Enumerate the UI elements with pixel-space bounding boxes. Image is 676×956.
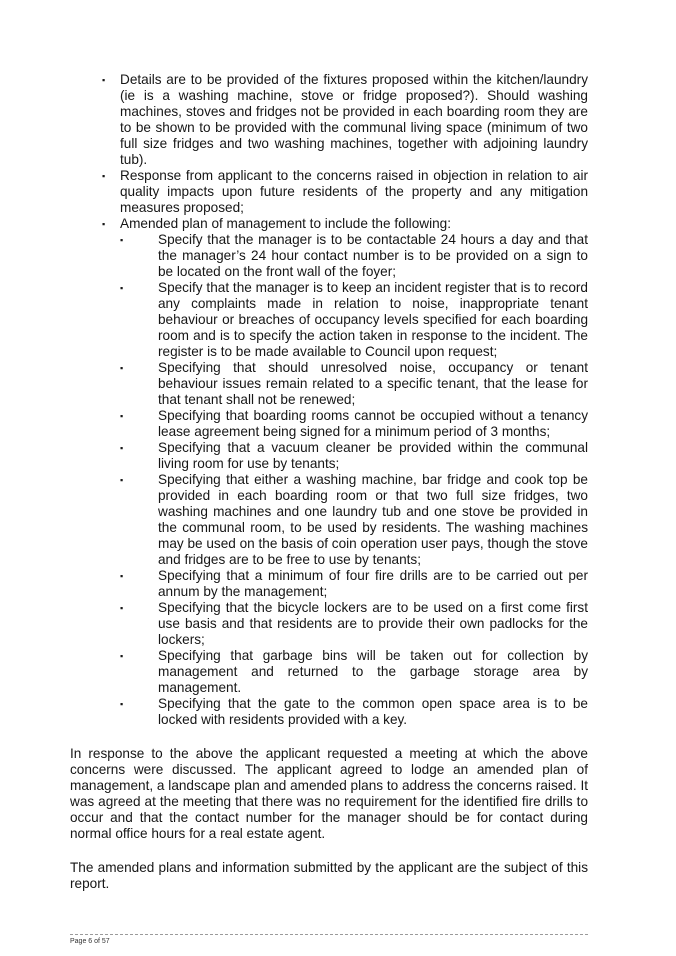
- footer-divider: [70, 934, 588, 935]
- list-item-text: Response from applicant to the concerns raised in objection in relation to air quality impacts upon future residents of the property and any mitigation measures proposed;: [120, 168, 588, 215]
- list-item: [70, 72, 588, 168]
- sub-list-item-text: Specify that the manager is to be contactable 24 hours a day and that the manager’s 24 hour contact number is to be provided on a sign to be located on the front wall of the foyer;: [158, 232, 588, 279]
- sub-list-item: [120, 568, 588, 600]
- bullet-marker: ▪: [120, 603, 124, 613]
- bullet-list: [70, 72, 588, 728]
- bullet-marker: ▪: [120, 699, 124, 709]
- sub-list-item: [120, 408, 588, 440]
- list-item: [70, 216, 588, 728]
- sub-list-item-text: Specifying that boarding rooms cannot be occupied without a tenancy lease agreement being signed for a minimum period of 3 months;: [158, 408, 588, 439]
- bullet-marker: ▪: [120, 443, 124, 453]
- sub-list-item: [120, 280, 588, 360]
- page-content: [70, 72, 588, 892]
- sub-list-item-text: Specifying that a minimum of four fire drills are to be carried out per annum by the management;: [158, 568, 588, 599]
- body-paragraph: The amended plans and information submitted by the applicant are the subject of this report.: [70, 860, 588, 891]
- bullet-marker: ▪: [120, 411, 124, 421]
- sub-list-item: [120, 472, 588, 568]
- sub-list-item: [120, 232, 588, 280]
- sub-list-item-text: Specify that the manager is to keep an incident register that is to record any complaints made in relation to noise, inappropriate tenant behaviour or breaches of occupancy levels specified for each boarding room and is to specify the action taken in response to the incident. The register is to be made available to Council upon request;: [158, 280, 588, 359]
- sub-list-item-text: Specifying that either a washing machine, bar fridge and cook top be provided in each boarding room or that two full size fridges, two washing machines and one laundry tub and one stove be provided in the communal room, to be used by residents. The washing machines may be used on the basis of coin operation user pays, though the stove and fridges are to be free to use by tenants;: [158, 472, 588, 567]
- sub-bullet-list: [120, 232, 588, 728]
- list-item-text: Details are to be provided of the fixtures proposed within the kitchen/laundry (ie is a washing machine, stove or fridge proposed?). Should washing machines, stoves and fridges not be provided in each boarding room they are to be shown to be provided with the communal living space (minimum of two full size fridges and two washing machines, together with adjoining laundry tub).: [120, 72, 588, 167]
- bullet-marker: ▪: [102, 75, 106, 85]
- sub-list-item-text: Specifying that should unresolved noise, occupancy or tenant behaviour issues remain related to a specific tenant, that the lease for that tenant shall not be renewed;: [158, 360, 588, 407]
- sub-list-item: [120, 696, 588, 728]
- bullet-marker: ▪: [120, 235, 124, 245]
- sub-list-item: [120, 360, 588, 408]
- sub-list-item: [120, 600, 588, 648]
- bullet-marker: ▪: [102, 171, 106, 181]
- body-paragraph: In response to the above the applicant requested a meeting at which the above concerns were discussed. The applicant agreed to lodge an amended plan of management, a landscape plan and amended plans to address the concerns raised. It was agreed at the meeting that there was no requirement for the identified fire drills to occur and that the contact number for the manager should be for contact during normal office hours for a real estate agent.: [70, 746, 588, 841]
- sub-list-item: [120, 648, 588, 696]
- bullet-marker: ▪: [102, 219, 106, 229]
- bullet-marker: ▪: [120, 363, 124, 373]
- sub-list-item: [120, 440, 588, 472]
- sub-list-item-text: Specifying that a vacuum cleaner be provided within the communal living room for use by tenants;: [158, 440, 588, 471]
- bullet-marker: ▪: [120, 651, 124, 661]
- sub-list-item-text: Specifying that garbage bins will be taken out for collection by management and returned to the garbage storage area by management.: [158, 648, 588, 695]
- sub-list-item-text: Specifying that the gate to the common open space area is to be locked with residents provided with a key.: [158, 696, 588, 727]
- page-number: Page 6 of 57: [70, 938, 110, 945]
- list-item: [70, 168, 588, 216]
- bullet-marker: ▪: [120, 283, 124, 293]
- bullet-marker: ▪: [120, 475, 124, 485]
- sub-list-item-text: Specifying that the bicycle lockers are to be used on a first come first use basis and that residents are to provide their own padlocks for the lockers;: [158, 600, 588, 647]
- bullet-marker: ▪: [120, 571, 124, 581]
- list-item-text: Amended plan of management to include the following:: [120, 216, 451, 231]
